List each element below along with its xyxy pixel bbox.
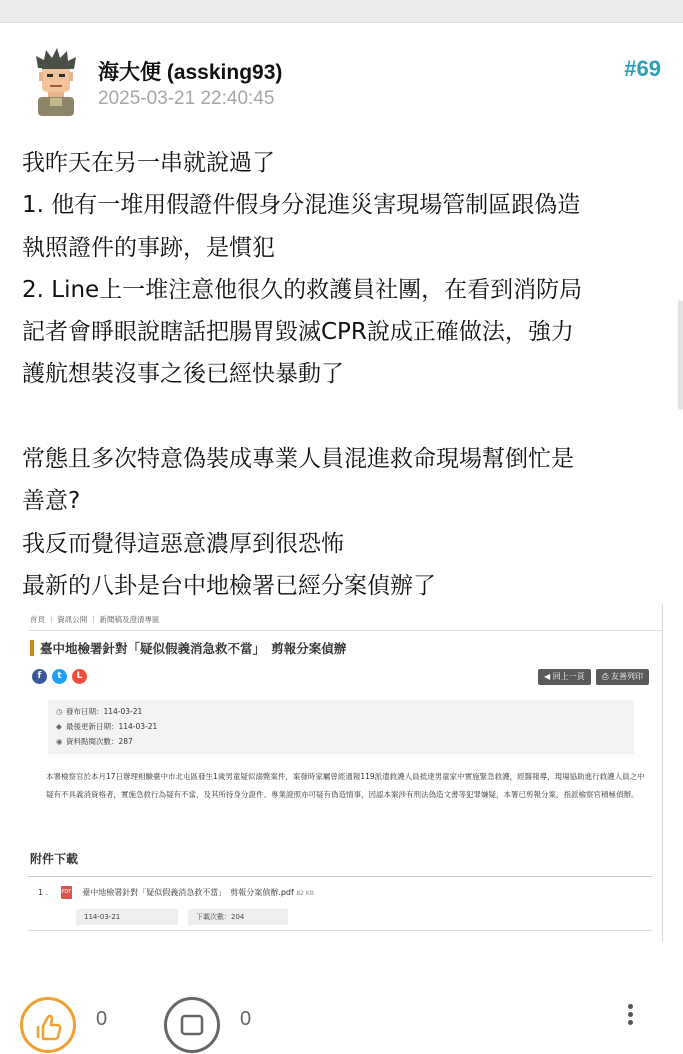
- news-headline: 臺中地檢署針對「疑似假義消急救不當」 剪報分案偵辦: [40, 641, 347, 656]
- scrollbar[interactable]: [678, 300, 683, 410]
- twitter-icon: t: [52, 669, 67, 684]
- like-button[interactable]: [20, 997, 76, 1053]
- line-icon: L: [72, 669, 87, 684]
- attachment-heading: 附件下載: [30, 852, 79, 866]
- divider: [0, 22, 683, 23]
- divider: [28, 876, 652, 877]
- tag-icon: ◆: [56, 722, 62, 731]
- facebook-icon: f: [32, 669, 47, 684]
- embedded-screenshot[interactable]: [28, 604, 663, 942]
- divider: [28, 630, 662, 631]
- info-box: [48, 700, 634, 754]
- print-icon: ⎙: [602, 672, 611, 681]
- view-count-text: 資料點閱次數：287: [66, 737, 133, 746]
- author-name[interactable]: 海大便 (assking93): [98, 61, 283, 84]
- comment-icon: [167, 1000, 217, 1050]
- top-bar: [0, 0, 683, 22]
- post-content: [22, 142, 672, 607]
- print-button: [596, 669, 649, 685]
- divider: [28, 930, 652, 931]
- comment-button[interactable]: [164, 997, 220, 1053]
- updated-date-text: 最後更新日期：114-03-21: [66, 722, 158, 731]
- post-line: 最新的八卦是台中地檢署已經分案偵辦了: [22, 572, 436, 599]
- back-button: ◀ 回上一頁: [538, 669, 591, 685]
- post-line: 執照證件的事跡，是慣犯: [22, 234, 275, 261]
- post-line: 善意?: [22, 488, 81, 515]
- publish-date-text: 發布日期：114-03-21: [66, 707, 143, 716]
- publish-date: [56, 706, 142, 717]
- breadcrumb: 首頁 ｜ 資訊公開 ｜ 新聞稿及澄清專區: [30, 615, 160, 624]
- post-line: [22, 396, 672, 438]
- post-line: 2. Line上一堆注意他很久的救護員社團，在看到消防局: [22, 276, 583, 303]
- updated-date: [56, 721, 157, 732]
- post-line: 我昨天在另一串就說過了: [22, 150, 275, 176]
- post-line: 我反而覺得這惡意濃厚到很恐怖: [22, 530, 344, 557]
- post-line: 護航想裝沒事之後已經快暴動了: [22, 361, 344, 388]
- post-line: 常態且多次特意偽裝成專業人員混進救命現場幫倒忙是: [22, 446, 574, 473]
- clock-icon: ◷: [56, 707, 63, 716]
- attachment-name: 臺中地檢署針對「疑似假義消急救不當」 剪報分案偵辦.pdf: [82, 888, 294, 897]
- attachment-size: 82 KB: [296, 890, 314, 897]
- floor-number[interactable]: #69: [624, 56, 661, 81]
- avatar[interactable]: [30, 48, 82, 116]
- post-timestamp: 2025-03-21 22:40:45: [98, 88, 275, 109]
- download-count: 下載次數：204: [188, 909, 288, 925]
- attachment-index: 1 .: [38, 888, 49, 897]
- eye-icon: ◉: [56, 737, 63, 746]
- thumbs-up-icon: [23, 1000, 73, 1050]
- attachment-date: 114-03-21: [76, 909, 178, 925]
- pdf-icon: PDF: [61, 886, 72, 899]
- like-count: 0: [96, 1008, 108, 1030]
- comment-count: 0: [240, 1008, 252, 1030]
- news-body: 本署檢察官於本月17日辦理相驗臺中市北屯區發生1歲男童疑似溺斃案件，案發時家屬曾經通報119派遣救護人員抵達男童家中實施緊急救護，經醫報導，現場協助進行救護人員之中疑有不具義消資格者，實施急救行為疑有不當，及其所持身分證件、專業證照亦可疑有偽造情事，因認本案涉有刑法偽造文書等犯罪嫌疑，本署已剪報分案，指派檢察官積極偵辦。: [46, 772, 645, 799]
- print-label: 友善列印: [610, 672, 643, 681]
- more-icon[interactable]: [624, 1004, 636, 1024]
- headline-accent: [30, 640, 34, 656]
- post-line: 1. 他有一堆用假證件假身分混進災害現場管制區跟偽造: [22, 192, 581, 219]
- attachment-row: [38, 886, 314, 899]
- view-count: [56, 736, 133, 747]
- post-line: 記者會睜眼說瞎話把腸胃毀滅CPR說成正確做法，強力: [22, 319, 574, 346]
